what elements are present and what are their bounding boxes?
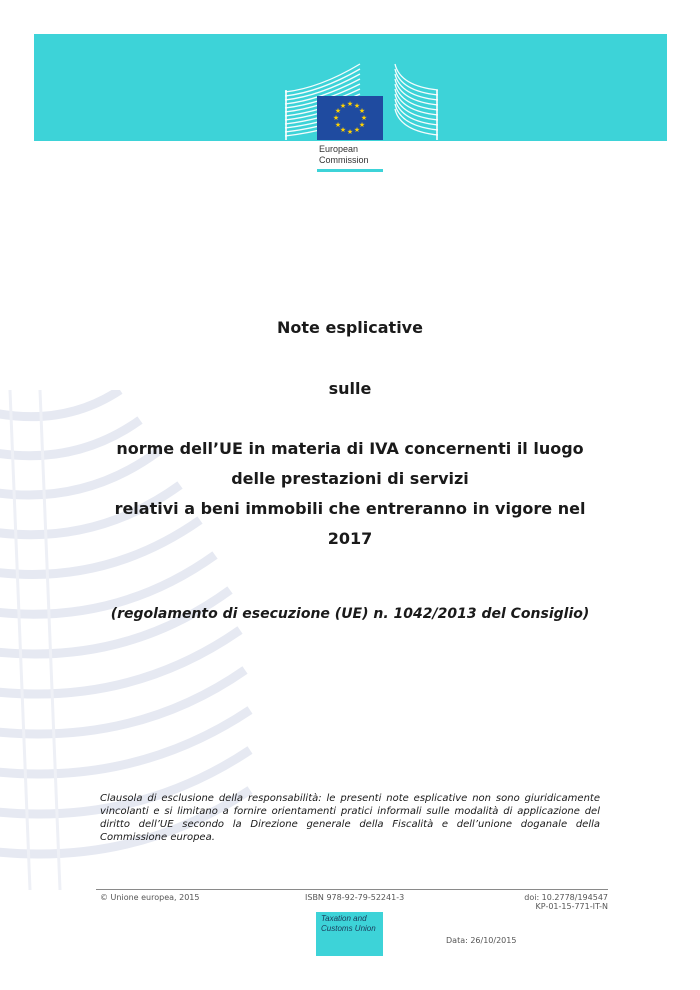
svg-text:★: ★ [346,100,354,108]
svg-text:★: ★ [353,126,361,134]
logo-text-line2: Commission [319,155,369,165]
date-text: Data: 26/10/2015 [446,936,517,945]
regulation-subtitle: (regolamento di esecuzione (UE) n. 1042/2013 del Consiglio) [110,606,590,622]
isbn-text: ISBN 978-92-79-52241-3 [305,893,405,902]
eu-stars-icon [317,96,383,140]
main-title-line3: relativi a beni immobili che entreranno in vigore nel [114,499,586,518]
tcu-line1: Taxation and [321,914,367,923]
main-title-line4: 2017 [327,529,373,548]
title-line1: Note esplicative [277,318,423,337]
eu-flag-logo [317,96,383,140]
taxation-customs-text [321,914,381,934]
svg-text:★: ★ [358,107,366,115]
commission-logo-text [319,144,399,166]
svg-text:★: ★ [339,126,347,134]
svg-text:★: ★ [332,114,340,122]
svg-text:★: ★ [346,128,354,136]
copyright-text: © Unione europea, 2015 [100,893,200,902]
logo-underline [317,169,383,172]
svg-text:★: ★ [334,121,342,129]
footer-divider [96,889,608,890]
title-line2: sulle [328,379,372,398]
svg-text:★: ★ [360,114,368,122]
logo-text-line1: European [319,144,359,154]
main-title-line2: delle prestazioni di servizi [231,469,469,488]
svg-text:★: ★ [358,121,366,129]
svg-text:★: ★ [334,107,342,115]
catalog-number: KP-01-15-771-IT-N [535,902,608,911]
tcu-line2: Customs Union [321,924,376,933]
disclaimer-text: Clausola di esclusione della responsabilità: le presenti note esplicative non sono giuridicamente vincolanti e si limitano a fornire orientamenti pratici informali sulle modalità di applicazione del diritto dell’UE secondo la Direzione generale della Fiscalità e dell’unione doganale della Commissione europea. [100,793,600,843]
doi-text: doi: 10.2778/194547 [524,893,608,902]
svg-text:★: ★ [353,102,361,110]
svg-text:★: ★ [339,102,347,110]
main-title-line1: norme dell’UE in materia di IVA concernenti il luogo [116,439,584,458]
main-title [80,434,620,554]
